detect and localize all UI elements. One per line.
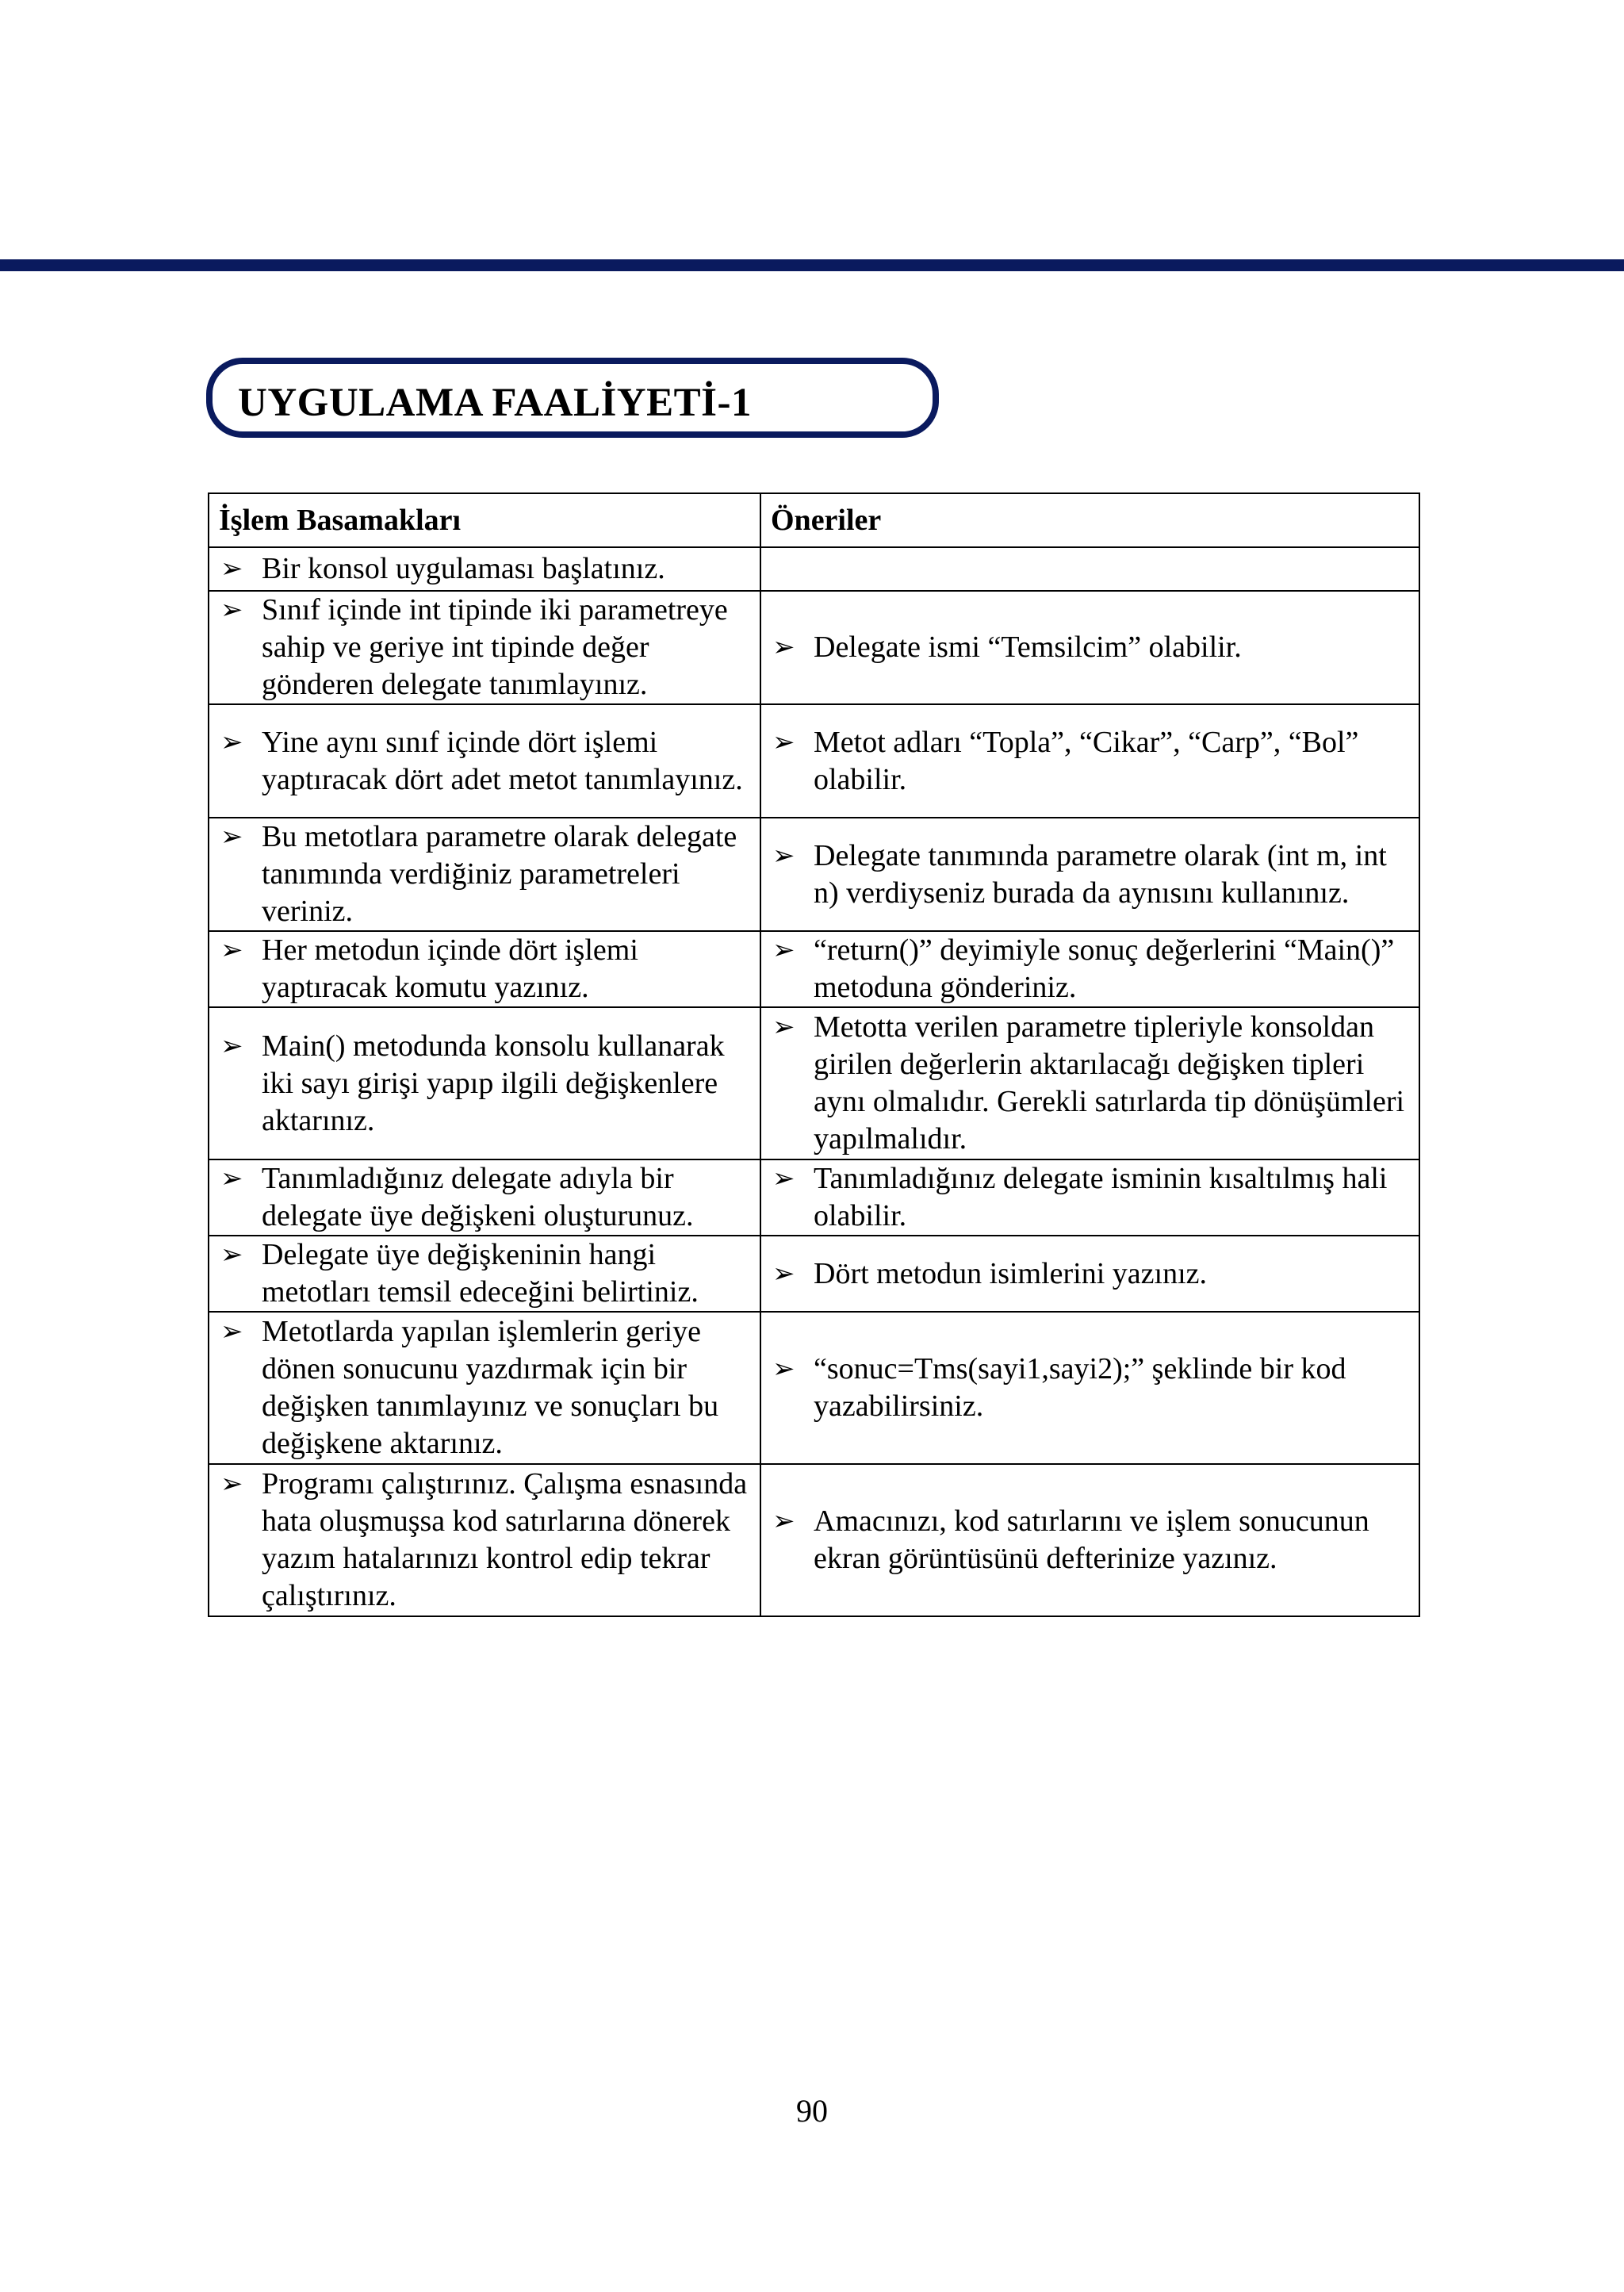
step-item (217, 724, 749, 799)
table-row (209, 1464, 1419, 1616)
step-item (217, 1236, 749, 1311)
step-cell (209, 591, 760, 704)
arrowhead-bullet-icon: ➢ (772, 1505, 795, 1537)
suggestion-text: Amacınızı, kod satırlarını ve işlem sonucunun ekran görüntüsünü defterinize yazınız. (814, 1504, 1369, 1575)
arrowhead-bullet-icon: ➢ (220, 1239, 243, 1271)
table-row (209, 1007, 1419, 1159)
step-text: Yine aynı sınıf içinde dört işlemi yaptıracak dört adet metot tanımlayınız. (262, 725, 743, 796)
step-item (217, 818, 749, 930)
suggestion-text: Dört metodun isimlerini yazınız. (814, 1256, 1208, 1290)
table-row (209, 931, 1419, 1007)
step-cell (209, 547, 760, 591)
arrowhead-bullet-icon: ➢ (220, 1163, 243, 1194)
step-cell (209, 1007, 760, 1159)
arrowhead-bullet-icon: ➢ (772, 631, 795, 663)
step-text: Metotlarda yapılan işlemlerin geriye dönen sonucunu yazdırmak için bir değişken tanımlayınız ve sonuçları bu değişkene aktarınız. (262, 1315, 719, 1460)
step-item (217, 1313, 749, 1462)
header-suggestions: Öneriler (760, 493, 1419, 547)
table-row (209, 591, 1419, 704)
table-row (209, 1159, 1419, 1236)
step-text: Bu metotlara parametre olarak delegate tanımında verdiğiniz parametreleri veriniz. (262, 820, 737, 928)
suggestion-cell (760, 704, 1419, 818)
arrowhead-bullet-icon: ➢ (220, 821, 243, 853)
activity-table (208, 493, 1420, 1617)
suggestion-cell (760, 818, 1419, 931)
step-cell (209, 931, 760, 1007)
step-item (217, 592, 749, 703)
suggestion-cell (760, 1464, 1419, 1616)
suggestion-item (769, 724, 1408, 799)
step-cell (209, 1312, 760, 1464)
arrowhead-bullet-icon: ➢ (772, 839, 795, 872)
step-cell (209, 818, 760, 931)
table-body (209, 547, 1419, 1616)
arrowhead-bullet-icon: ➢ (772, 1163, 795, 1194)
suggestion-cell (760, 1159, 1419, 1236)
step-item (217, 1028, 749, 1140)
arrowhead-bullet-icon: ➢ (220, 553, 243, 584)
table-row (209, 818, 1419, 931)
suggestion-item (769, 932, 1408, 1006)
arrowhead-bullet-icon: ➢ (772, 726, 795, 758)
table-row (209, 1312, 1419, 1464)
step-text: Her metodun içinde dört işlemi yaptıracak komutu yazınız. (262, 933, 638, 1004)
table-row (209, 704, 1419, 818)
top-rule (0, 259, 1624, 271)
arrowhead-bullet-icon: ➢ (772, 1353, 795, 1385)
arrowhead-bullet-icon: ➢ (220, 726, 243, 758)
arrowhead-bullet-icon: ➢ (220, 1316, 243, 1347)
step-text: Sınıf içinde int tipinde iki parametreye sahip ve geriye int tipinde değer gönderen delegate tanımlayınız. (262, 593, 728, 701)
suggestion-item (769, 1351, 1408, 1425)
table-row (209, 1236, 1419, 1312)
suggestion-text: “sonuc=Tms(sayi1,sayi2);” şeklinde bir kod yazabilirsiniz. (814, 1352, 1346, 1423)
suggestion-item (769, 1160, 1408, 1235)
step-item (217, 550, 749, 588)
suggestion-item (769, 1503, 1408, 1577)
suggestion-text: Delegate ismi “Temsilcim” olabilir. (814, 630, 1242, 664)
suggestion-text: Delegate tanımında parametre olarak (int m, int n) verdiyseniz burada da aynısını kullanınız. (814, 838, 1387, 910)
arrowhead-bullet-icon: ➢ (772, 934, 795, 966)
suggestion-item (769, 837, 1408, 912)
suggestion-text: Tanımladığınız delegate isminin kısaltılmış hali olabilir. (814, 1162, 1388, 1232)
step-item (217, 1160, 749, 1235)
suggestion-text: “return()” deyimiyle sonuç değerlerini “Main()” metoduna gönderiniz. (814, 933, 1395, 1004)
header-steps: İşlem Basamakları (209, 493, 760, 547)
arrowhead-bullet-icon: ➢ (220, 594, 243, 626)
step-text: Programı çalıştırınız. Çalışma esnasında hata oluşmuşsa kod satırlarına dönerek yazım hatalarınızı kontrol edip tekrar çalıştırınız. (262, 1467, 748, 1612)
arrowhead-bullet-icon: ➢ (772, 1011, 795, 1043)
step-cell (209, 1464, 760, 1616)
step-text: Tanımladığınız delegate adıyla bir delegate üye değişkeni oluşturunuz. (262, 1162, 694, 1232)
arrowhead-bullet-icon: ➢ (220, 1468, 243, 1500)
step-cell (209, 704, 760, 818)
step-text: Main() metodunda konsolu kullanarak iki sayı girişi yapıp ilgili değişkenlere aktarınız. (262, 1029, 725, 1137)
arrowhead-bullet-icon: ➢ (220, 934, 243, 966)
arrowhead-bullet-icon: ➢ (772, 1257, 795, 1290)
suggestion-item (769, 1009, 1408, 1158)
suggestion-item (769, 629, 1408, 666)
arrowhead-bullet-icon: ➢ (220, 1029, 243, 1062)
page-number: 90 (796, 2093, 828, 2129)
suggestion-cell (760, 1007, 1419, 1159)
suggestion-cell (760, 591, 1419, 704)
table-header-row (209, 493, 1419, 547)
suggestion-cell (760, 547, 1419, 591)
suggestion-text: Metot adları “Topla”, “Cikar”, “Carp”, “Bol” olabilir. (814, 725, 1359, 796)
step-cell (209, 1236, 760, 1312)
page-title: UYGULAMA FAALİYETİ-1 (238, 381, 752, 425)
suggestion-cell (760, 931, 1419, 1007)
step-text: Delegate üye değişkeninin hangi metotları temsil edeceğini belirtiniz. (262, 1238, 699, 1309)
suggestion-cell (760, 1312, 1419, 1464)
suggestion-item (769, 1255, 1408, 1293)
step-cell (209, 1159, 760, 1236)
step-text: Bir konsol uygulaması başlatınız. (262, 552, 665, 585)
step-item (217, 932, 749, 1006)
suggestion-text: Metotta verilen parametre tipleriyle konsoldan girilen değerlerin aktarılacağı değişken tipleri aynı olmalıdır. Gerekli satırlarda tip dönüşümleri yapılmalıdır. (814, 1010, 1405, 1156)
step-item (217, 1466, 749, 1615)
table-row (209, 547, 1419, 591)
suggestion-cell (760, 1236, 1419, 1312)
